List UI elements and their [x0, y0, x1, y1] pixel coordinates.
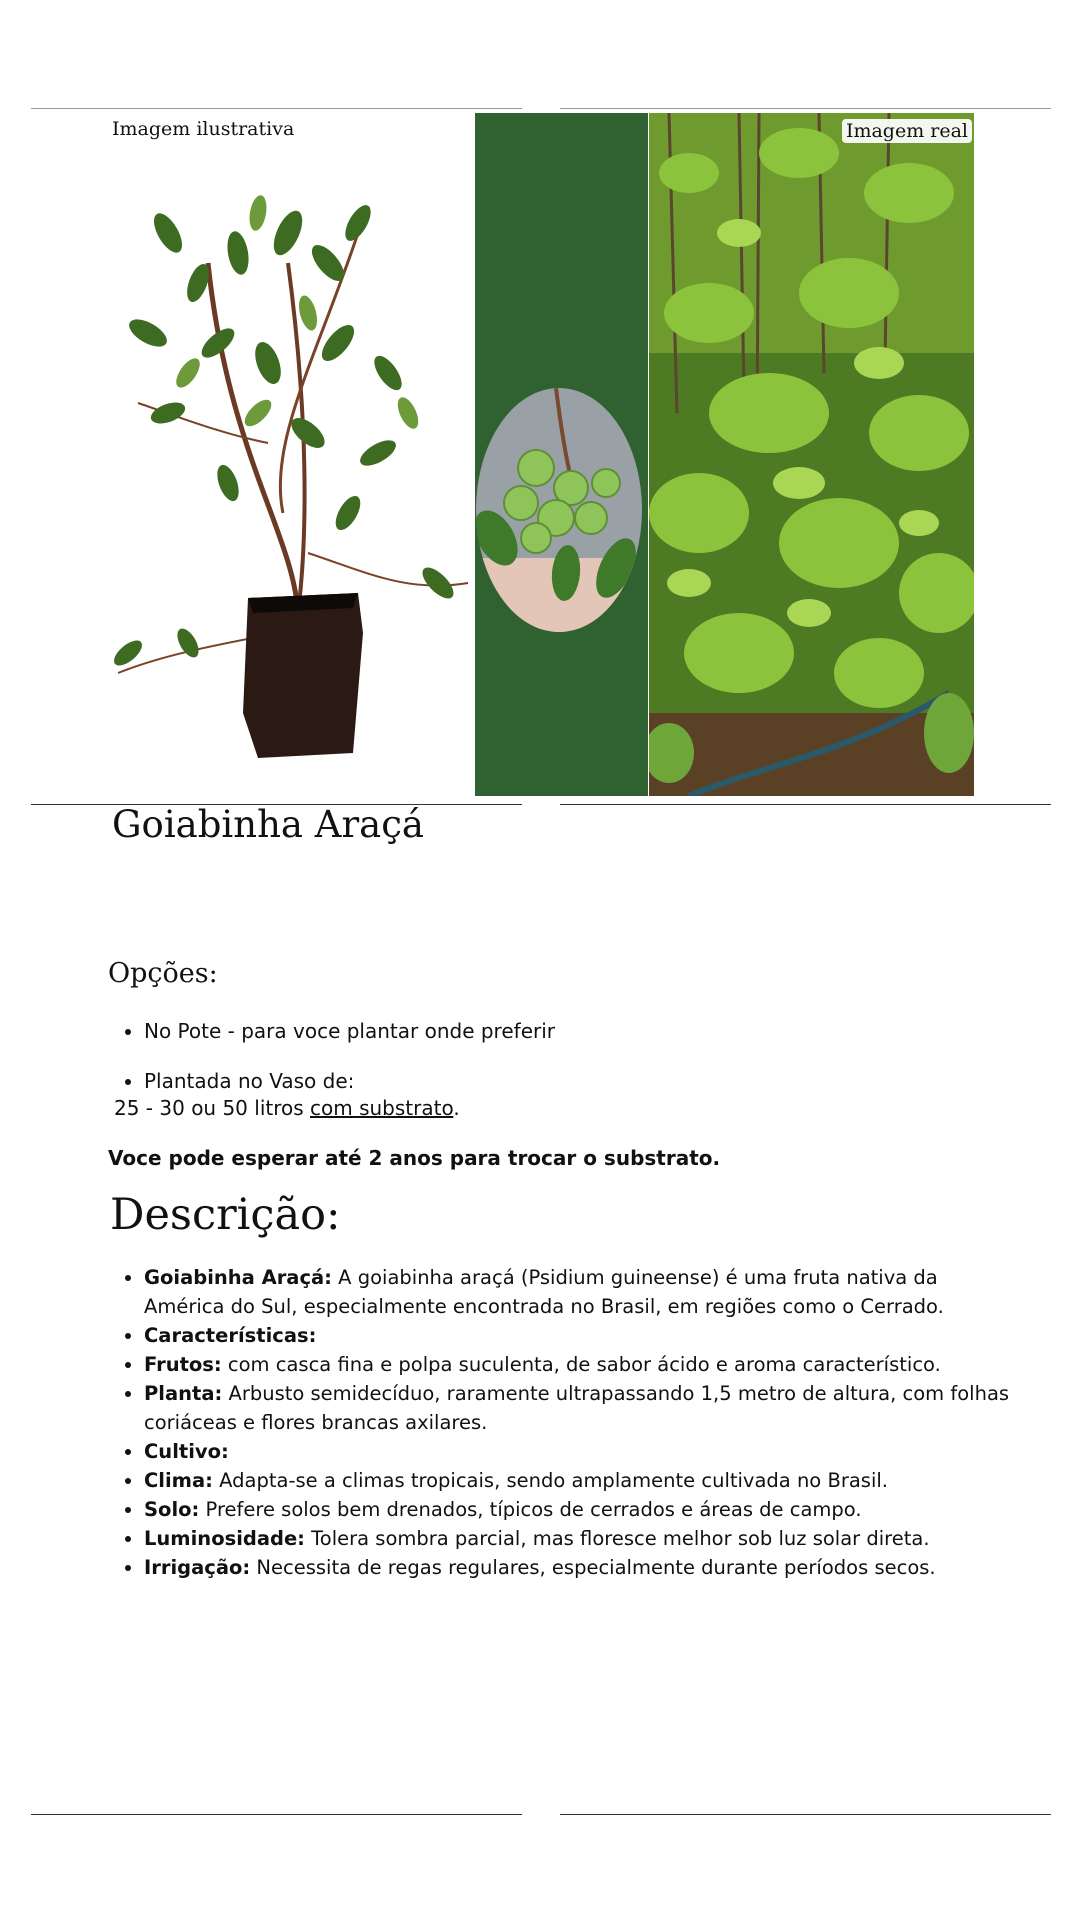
desc-item [144, 1466, 1014, 1495]
desc-item [144, 1524, 1014, 1553]
desc-text: Adapta-se a climas tropicais, sendo amplamente cultivada no Brasil. [212, 1469, 888, 1492]
desc-term: Frutos: [144, 1353, 222, 1376]
vaso-sizes-line [114, 1093, 460, 1123]
top-rule-left [31, 108, 522, 109]
desc-term: Irrigação: [144, 1556, 251, 1579]
product-title: Goiabinha Araçá [112, 803, 424, 846]
description-heading: Descrição: [110, 1190, 341, 1240]
desc-term: Solo: [144, 1498, 200, 1521]
illustrative-image-label: Imagem ilustrativa [108, 117, 298, 141]
top-rule-right [560, 108, 1051, 109]
desc-item [144, 1437, 1014, 1466]
bottom-rule-right [560, 1814, 1051, 1815]
desc-item [144, 1263, 1014, 1321]
description-list [108, 1263, 1014, 1582]
desc-text: Arbusto semidecíduo, raramente ultrapassando 1,5 metro de altura, com folhas coriáceas e flores brancas axilares. [144, 1382, 1010, 1434]
desc-item [144, 1495, 1014, 1524]
vaso-sizes-text: 25 - 30 ou 50 litros [114, 1096, 311, 1120]
desc-text: com casca fina e polpa suculenta, de sabor ácido e aroma característico. [221, 1353, 941, 1376]
desc-term: Clima: [144, 1469, 213, 1492]
real-plant-photo [649, 113, 974, 796]
desc-item [144, 1350, 1014, 1379]
option-item: • No Pote - para voce plantar onde preferir [144, 1016, 1004, 1046]
desc-term: Características: [144, 1324, 317, 1347]
desc-term: Luminosidade: [144, 1527, 305, 1550]
product-image-panel[interactable] [108, 113, 974, 796]
desc-item [144, 1379, 1014, 1437]
options-heading: Opções: [108, 958, 218, 989]
option-item: • Plantada no Vaso de: [144, 1066, 1004, 1096]
substrate-note: Voce pode esperar até 2 anos para trocar o substrato. [108, 1146, 721, 1170]
mid-rule-right [560, 804, 1051, 805]
desc-item [144, 1553, 1014, 1582]
substrate-link[interactable]: com substrato [310, 1096, 454, 1120]
desc-text: Prefere solos bem drenados, típicos de cerrados e áreas de campo. [199, 1498, 862, 1521]
options-list [108, 1016, 1004, 1096]
desc-text: A goiabinha araçá (Psidium guineense) é uma fruta nativa da América do Sul, especialmente encontrada no Brasil, em regiões como o Cerrado. [144, 1266, 944, 1318]
real-image-label: Imagem real [842, 119, 972, 143]
desc-term: Goiabinha Araçá: [144, 1266, 332, 1289]
vaso-period: . [453, 1096, 460, 1120]
desc-item [144, 1321, 1014, 1350]
desc-term: Planta: [144, 1382, 223, 1405]
guava-fruit-closeup-image [476, 388, 643, 633]
desc-text: Necessita de regas regulares, especialmente durante períodos secos. [250, 1556, 936, 1579]
illustrative-plant-image [108, 113, 475, 796]
desc-term: Cultivo: [144, 1440, 229, 1463]
desc-text: Tolera sombra parcial, mas floresce melhor sob luz solar direta. [304, 1527, 930, 1550]
bottom-rule-left [31, 1814, 522, 1815]
